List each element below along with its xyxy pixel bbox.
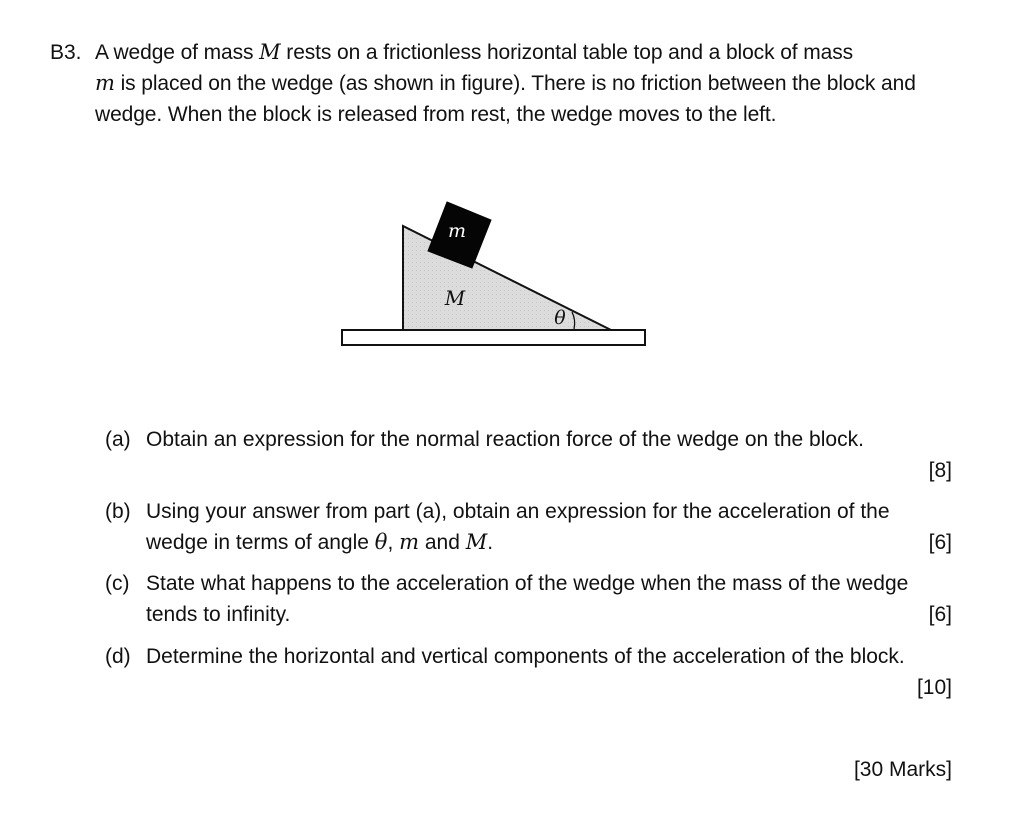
block-label: m <box>447 220 467 242</box>
part-c <box>105 568 955 630</box>
part-a-text: Obtain an expression for the normal reaction force of the wedge on the block. <box>146 428 864 451</box>
question-number: B3. <box>50 41 82 64</box>
part-d-label: (d) <box>105 645 131 668</box>
part-c-label: (c) <box>105 572 130 595</box>
part-b-text <box>146 496 946 558</box>
part-a-label: (a) <box>105 428 131 451</box>
question-stem <box>95 37 965 130</box>
part-b-marks: [6] <box>928 531 952 554</box>
part-b-label: (b) <box>105 500 131 523</box>
wedge-label: M <box>444 286 466 310</box>
table-top <box>342 330 645 345</box>
part-b-text-main: Using your answer from part (a), obtain an expression for the acceleration of the wedge in terms of angle <box>146 500 890 554</box>
part-c-text: State what happens to the acceleration of the wedge when the mass of the wedge tends to infinity. <box>146 572 909 626</box>
part-b-symbol-M: M <box>465 530 488 554</box>
part-a <box>105 424 955 486</box>
part-b-symbol-theta: θ <box>374 530 388 554</box>
part-b-symbol-m: m <box>399 530 420 554</box>
part-d-marks: [10] <box>916 676 952 699</box>
part-d <box>105 641 955 703</box>
wedge-diagram <box>320 190 680 360</box>
stem-symbol-m: m <box>95 71 115 95</box>
part-b <box>105 496 955 558</box>
stem-text-3: is placed on the wedge (as shown in figure). There is no friction between the block and wedge. When the block is released from rest, the wedge moves to the left. <box>95 72 916 126</box>
stem-text-2: rests on a frictionless horizontal table top and a block of mass <box>280 41 854 64</box>
part-b-and: and <box>419 531 466 554</box>
part-d-text: Determine the horizontal and vertical components of the acceleration of the block. <box>146 645 905 668</box>
part-b-end: . <box>487 531 494 554</box>
part-a-marks: [8] <box>928 459 952 482</box>
stem-text-1: A wedge of mass <box>95 41 260 64</box>
part-b-comma: , <box>387 531 400 554</box>
part-c-marks: [6] <box>928 603 952 626</box>
angle-label: θ <box>554 307 566 329</box>
total-marks: [30 Marks] <box>853 758 952 781</box>
stem-symbol-M: M <box>259 40 281 64</box>
